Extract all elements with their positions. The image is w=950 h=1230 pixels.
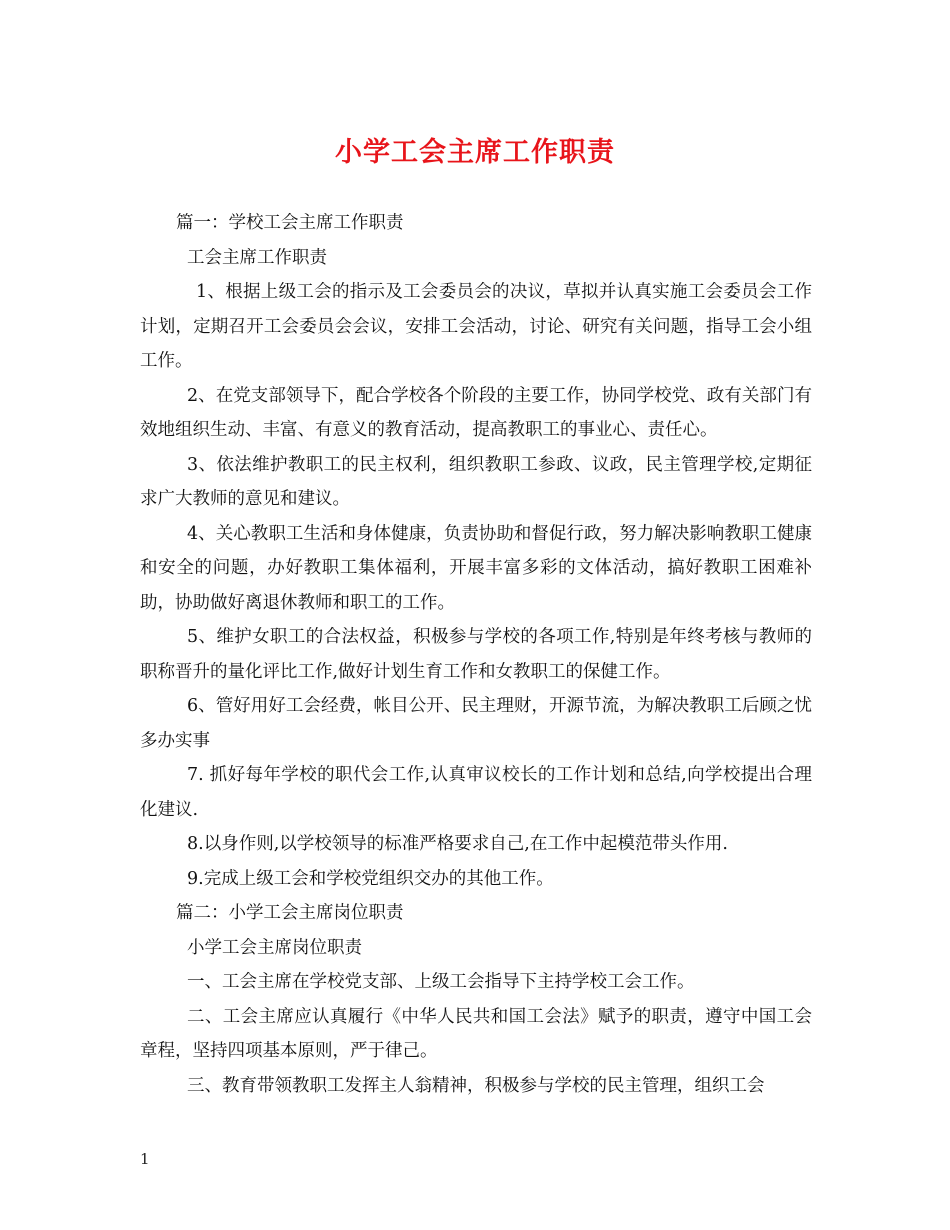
paragraph: 3、依法维护教职工的民主权利，组织教职工参政、议政，民主管理学校,定期征求广大教师的意见和建议。 — [140, 454, 812, 509]
paragraph: 6、管好用好工会经费，帐目公开、民主理财，开源节流，为解决教职工后顾之忧多办实事 — [140, 696, 812, 751]
paragraph: 5、维护女职工的合法权益，积极参与学校的各项工作,特别是年终考核与教师的职称晋升的量化评比工作,做好计划生育工作和女教职工的保健工作。 — [140, 627, 812, 682]
subsection-heading: 小学工会主席岗位职责 — [187, 937, 362, 958]
document-body — [140, 206, 812, 1103]
paragraph: 1、根据上级工会的指示及工会委员会的决议，草拟并认真实施工会委员会工作计划，定期召开工会委员会会议，安排工会活动，讨论、研究有关问题，指导工会小组工作。 — [140, 282, 812, 371]
paragraph: 二、工会主席应认真履行《中华人民共和国工会法》赋予的职责，遵守中国工会章程，坚持四项基本原则，严于律己。 — [140, 1006, 812, 1061]
page-number: 1 — [140, 1150, 150, 1168]
paragraph: 7. 抓好每年学校的职代会工作,认真审议校长的工作计划和总结,向学校提出合理化建议. — [140, 765, 812, 820]
subsection-heading: 工会主席工作职责 — [187, 247, 327, 268]
paragraph: 三、教育带领教职工发挥主人翁精神，积极参与学校的民主管理，组织工会 — [187, 1075, 765, 1096]
section-heading: 篇一：学校工会主席工作职责 — [176, 213, 404, 233]
paragraph: 2、在党支部领导下，配合学校各个阶段的主要工作，协同学校党、政有关部门有效地组织生动、丰富、有意义的教育活动，提高教职工的事业心、责任心。 — [140, 385, 812, 440]
document-title: 小学工会主席工作职责 — [335, 137, 615, 168]
section-heading: 篇二：小学工会主席岗位职责 — [176, 903, 404, 923]
paragraph: 4、关心教职工生活和身体健康，负责协助和督促行政，努力解决影响教职工健康和安全的问题，办好教职工集体福利，开展丰富多彩的文体活动，搞好教职工困难补助，协助做好离退休教师和职工的工作。 — [140, 523, 812, 613]
paragraph: 一、工会主席在学校党支部、上级工会指导下主持学校工会工作。 — [187, 972, 695, 992]
paragraph: 8.以身作则,以学校领导的标准严格要求自己,在工作中起模范带头作用. — [187, 834, 728, 854]
paragraph: 9.完成上级工会和学校党组织交办的其他工作。 — [187, 868, 554, 889]
